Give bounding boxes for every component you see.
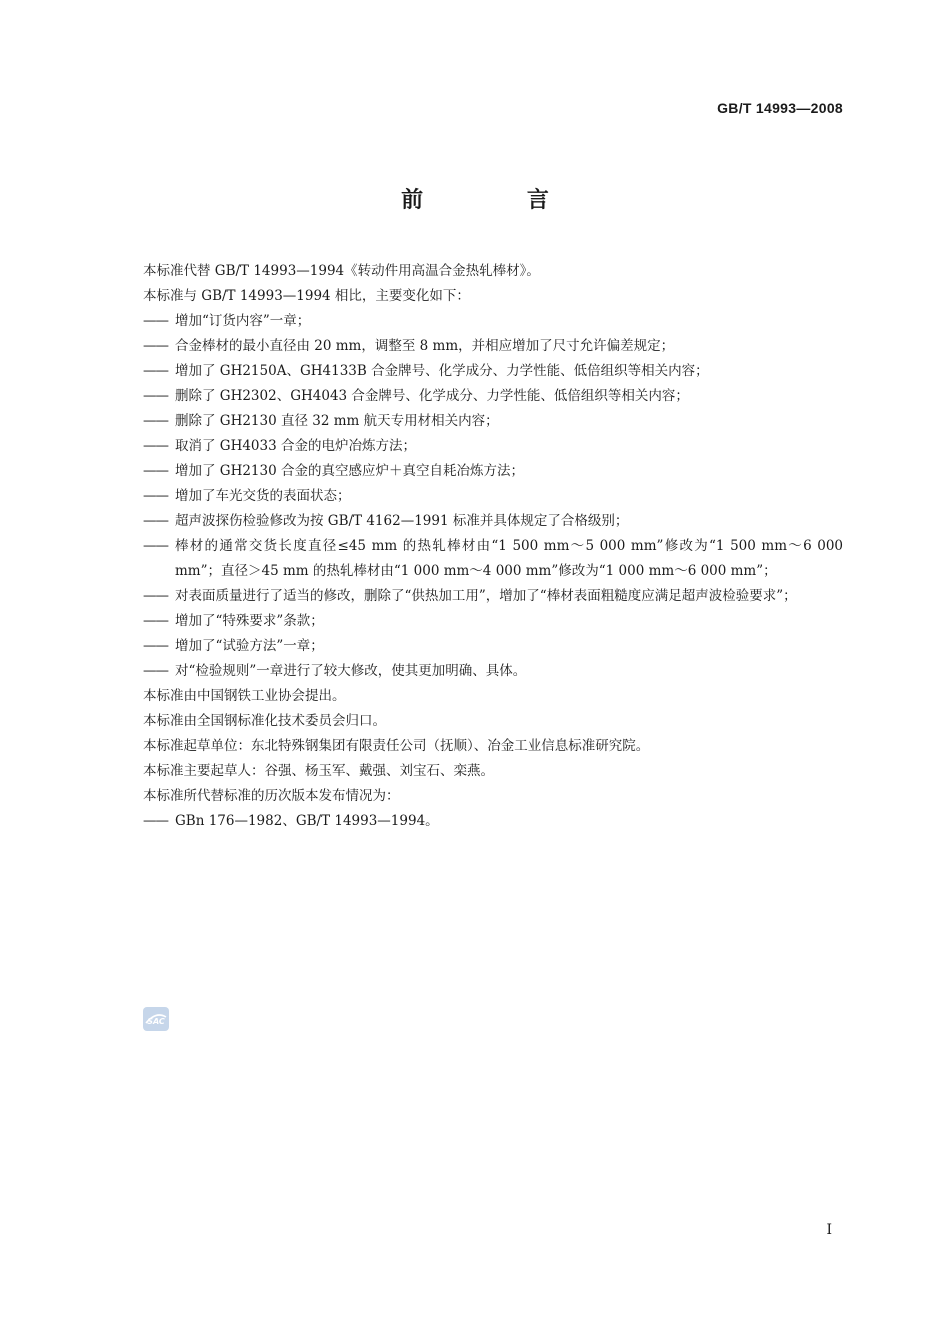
dash-mark: —— [143, 363, 168, 379]
dash-mark: —— [143, 388, 168, 404]
paragraph: 本标准代替 GB/T 14993—1994《转动件用高温合金热轧棒材》。 [143, 263, 540, 279]
change-item [143, 334, 843, 359]
change-item [143, 659, 843, 684]
page-number: I [826, 1222, 832, 1238]
dash-mark: —— [143, 813, 168, 829]
change-text: 增加了 GH2150A、GH4133B 合金牌号、化学成分、力学性能、低倍组织等相关内容； [175, 363, 709, 379]
change-text: 合金棒材的最小直径由 20 mm，调整至 8 mm，并相应增加了尺寸允许偏差规定； [175, 338, 675, 354]
paragraph: 本标准与 GB/T 14993—1994 相比，主要变化如下： [143, 288, 470, 304]
change-text: 增加了 GH2130 合金的真空感应炉＋真空自耗冶炼方法； [175, 463, 524, 479]
dash-mark: —— [143, 663, 168, 679]
change-text: 增加了“特殊要求”条款； [175, 613, 324, 629]
change-item [143, 459, 843, 484]
paragraph: 本标准由中国钢铁工业协会提出。 [143, 688, 346, 704]
standard-code: GB/T 14993—2008 [717, 100, 843, 116]
paragraph: 本标准起草单位：东北特殊钢集团有限责任公司（抚顺）、冶金工业信息标准研究院。 [143, 738, 650, 754]
dash-mark: —— [143, 313, 168, 329]
dash-mark: —— [143, 438, 168, 454]
change-text: 超声波探伤检验修改为按 GB/T 4162—1991 标准并具体规定了合格级别； [175, 513, 629, 529]
paragraph: 本标准所代替标准的历次版本发布情况为： [143, 788, 400, 804]
change-item [143, 359, 843, 384]
change-item [143, 484, 843, 509]
foreword-body [143, 259, 843, 834]
dash-mark: —— [143, 588, 168, 604]
change-item [143, 384, 843, 409]
sac-watermark-logo [143, 1007, 169, 1031]
change-item [143, 584, 843, 609]
change-text: 对“检验规则”一章进行了较大修改，使其更加明确、具体。 [175, 663, 527, 679]
history-text: GBn 176—1982、GB/T 14993—1994。 [175, 813, 439, 829]
change-text: 棒材的通常交货长度直径≤45 mm 的热轧棒材由“1 500 mm～5 000 mm”修改为“1 500 mm～6 000 mm”；直径＞45 mm 的热轧棒材由“1 000 mm～4 000 mm”修改为“1 000 mm～6 000 mm”； [175, 538, 843, 579]
change-text: 增加了“试验方法”一章； [175, 638, 324, 654]
change-item [143, 534, 843, 584]
change-item [143, 509, 843, 534]
dash-mark: —— [143, 338, 168, 354]
change-item [143, 634, 843, 659]
change-item [143, 609, 843, 634]
change-text: 对表面质量进行了适当的修改，删除了“供热加工用”，增加了“棒材表面粗糙度应满足超声波检验要求”； [175, 588, 797, 604]
dash-mark: —— [143, 613, 168, 629]
page-title: 前 言 [401, 188, 597, 213]
dash-mark: —— [143, 413, 168, 429]
dash-mark: —— [143, 488, 168, 504]
change-text: 删除了 GH2130 直径 32 mm 航天专用材相关内容； [175, 413, 499, 429]
sac-watermark-text: SAC [147, 1017, 165, 1026]
change-text: 增加了车光交货的表面状态； [175, 488, 351, 504]
change-item [143, 309, 843, 334]
dash-mark: —— [143, 638, 168, 654]
dash-mark: —— [143, 463, 168, 479]
paragraph: 本标准主要起草人：谷强、杨玉军、戴强、刘宝石、栾燕。 [143, 763, 494, 779]
paragraph: 本标准由全国钢标准化技术委员会归口。 [143, 713, 386, 729]
change-item [143, 434, 843, 459]
dash-mark: —— [143, 538, 168, 554]
change-text: 取消了 GH4033 合金的电炉冶炼方法； [175, 438, 416, 454]
change-item [143, 409, 843, 434]
change-text: 删除了 GH2302、GH4043 合金牌号、化学成分、力学性能、低倍组织等相关内容； [175, 388, 689, 404]
history-item [143, 809, 843, 834]
change-text: 增加“订货内容”一章； [175, 313, 311, 329]
dash-mark: —— [143, 513, 168, 529]
